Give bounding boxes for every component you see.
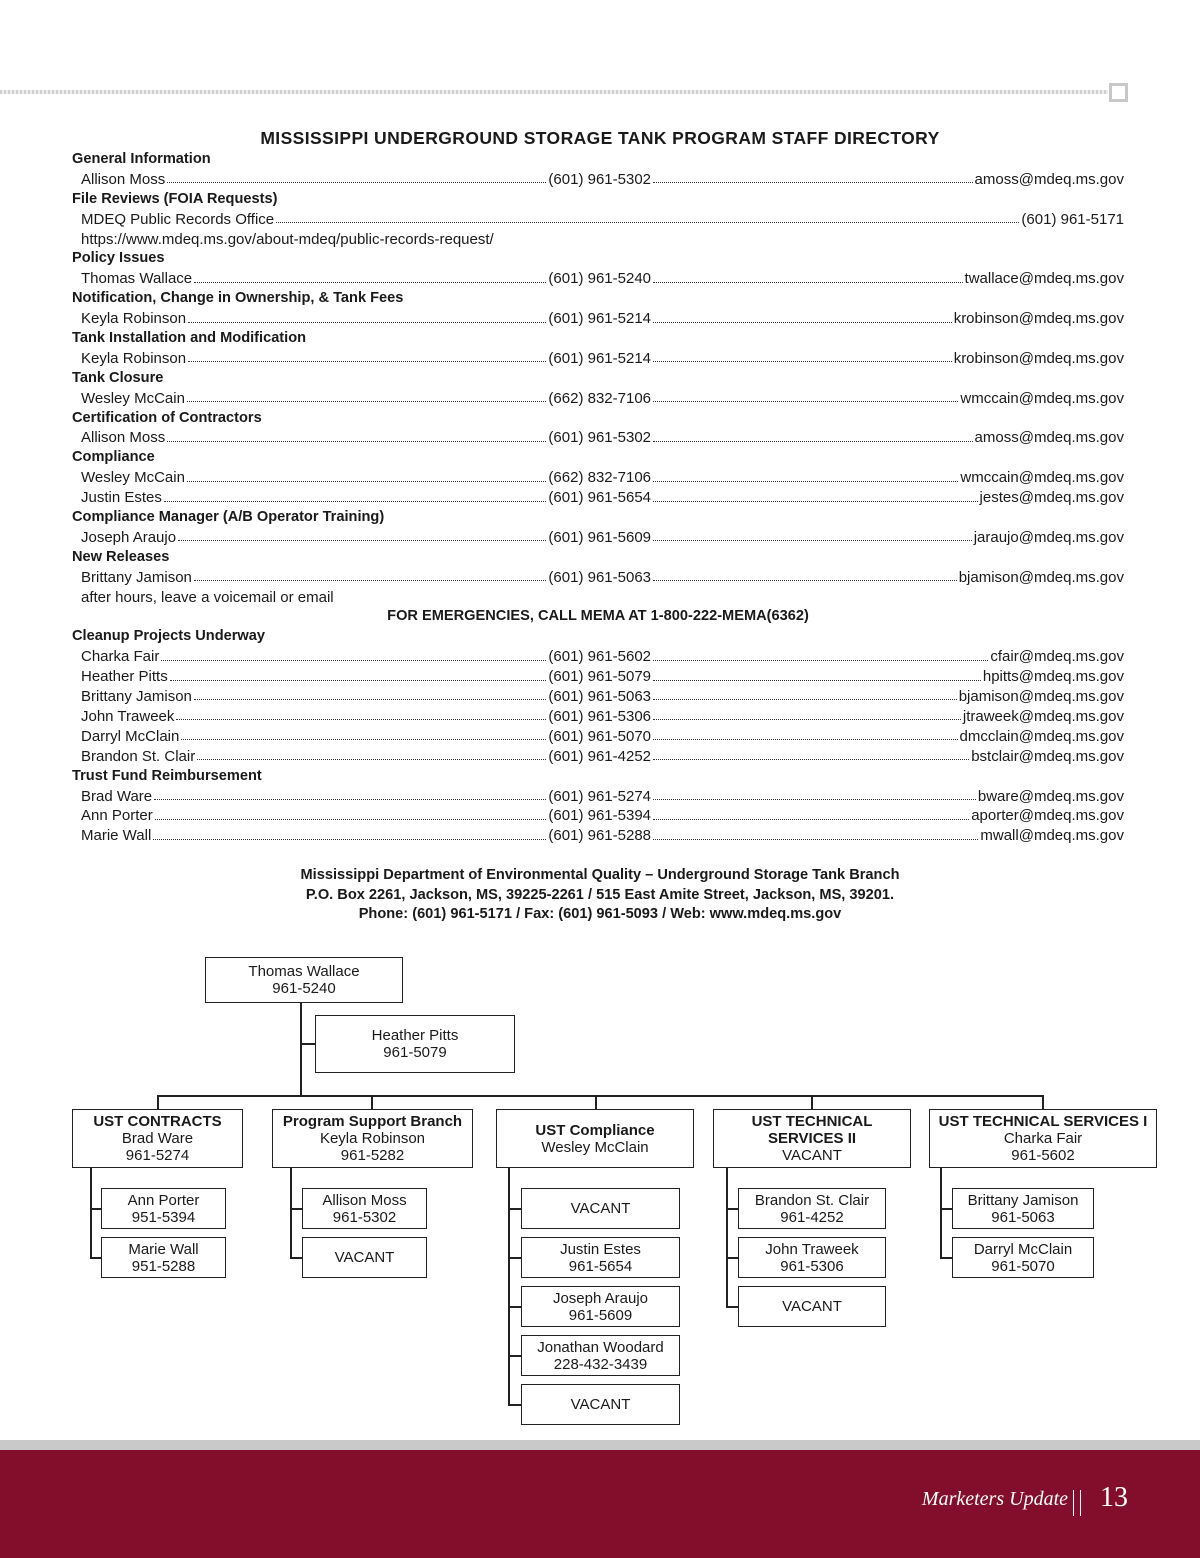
section-heading: Certification of Contractors (72, 409, 262, 426)
branch-title: UST TECHNICAL SERVICES II (751, 1113, 873, 1147)
connector (726, 1208, 738, 1210)
section-heading: Policy Issues (72, 250, 165, 267)
section-heading: New Releases (72, 548, 170, 565)
section-heading: Tank Closure (72, 369, 164, 386)
entry-phone: (601) 961-5302 (548, 170, 651, 188)
staff-name: Brandon St. Clair (754, 1191, 870, 1209)
branch-phone: 961-5602 (1011, 1147, 1075, 1164)
dot-leader (653, 441, 973, 442)
entry-email[interactable]: bjamison@mdeq.ms.gov (958, 688, 1124, 706)
dot-leader (178, 540, 546, 541)
entry-name: MDEQ Public Records Office (81, 210, 275, 228)
entry-phone: (601) 961-5274 (548, 787, 651, 805)
header-square-ornament (1109, 83, 1128, 102)
entry-name: Heather Pitts (81, 668, 168, 686)
address-line-1: Mississippi Department of Environmental Quality – Underground Storage Tank Branch (300, 867, 900, 883)
section-heading: Compliance Manager (A/B Operator Training) (72, 509, 385, 526)
connector (300, 1043, 315, 1045)
entry-email[interactable]: twallace@mdeq.ms.gov (964, 270, 1124, 288)
directory-entry (72, 210, 1124, 230)
connector (371, 1095, 373, 1110)
staff-name: Joseph Araujo (552, 1289, 649, 1307)
dot-leader (167, 182, 546, 183)
directory-entry (72, 349, 1124, 369)
address-line-2: P.O. Box 2261, Jackson, MS, 39225-2261 / 515 East Amite Street, Jackson, MS, 39201. (305, 886, 895, 903)
directory-entry (72, 528, 1124, 548)
directory-entry (72, 269, 1124, 289)
dot-leader (176, 719, 546, 720)
entry-name: Charka Fair (81, 648, 160, 666)
section-heading: Trust Fund Reimbursement (72, 767, 262, 784)
entry-name: Brandon St. Clair (81, 747, 196, 765)
dot-leader (653, 282, 963, 283)
staff-box (302, 1237, 427, 1278)
staff-name: Allison Moss (322, 1191, 407, 1209)
entry-phone: (601) 961-5171 (1021, 210, 1124, 228)
staff-phone: 961-5609 (568, 1306, 633, 1324)
connector (811, 1095, 813, 1110)
branch-box-ust-compliance (496, 1109, 694, 1168)
entry-email[interactable]: bjamison@mdeq.ms.gov (958, 568, 1124, 586)
dot-leader (653, 322, 952, 323)
footer-separator (1073, 1490, 1081, 1516)
directory-entry (72, 787, 1124, 807)
entry-name: Keyla Robinson (81, 310, 187, 328)
staff-box (952, 1188, 1094, 1229)
section-heading: Cleanup Projects Underway (72, 628, 266, 645)
connector (508, 1257, 521, 1259)
connector (940, 1167, 942, 1258)
entry-phone: (601) 961-4252 (548, 747, 651, 765)
staff-box (738, 1188, 886, 1229)
dot-leader (187, 481, 547, 482)
directory-entry (72, 309, 1124, 329)
entry-phone: (601) 961-5306 (548, 707, 651, 725)
branch-title: UST TECHNICAL SERVICES I (938, 1113, 1148, 1130)
staff-name: Ann Porter (127, 1191, 200, 1209)
staff-name: John Traweek (765, 1240, 859, 1258)
staff-name: Brittany Jamison (967, 1191, 1079, 1209)
dot-leader (155, 819, 547, 820)
connector (508, 1306, 521, 1308)
connector (157, 1095, 159, 1110)
connector (508, 1404, 521, 1406)
staff-box (521, 1188, 680, 1229)
branch-box-program-support (272, 1109, 473, 1168)
staff-box (521, 1286, 680, 1327)
staff-phone: 951-5394 (131, 1208, 196, 1226)
staff-phone: 961-4252 (780, 1208, 844, 1226)
connector (508, 1167, 510, 1405)
address-block (0, 866, 1200, 925)
entry-phone: (601) 961-5079 (548, 668, 651, 686)
staff-name: VACANT (334, 1249, 395, 1266)
branch-lead: VACANT (782, 1147, 842, 1164)
staff-phone: 228-432-3439 (553, 1355, 648, 1373)
dot-leader (164, 501, 547, 502)
entry-phone: (601) 961-5070 (548, 727, 651, 745)
entry-name: Keyla Robinson (81, 349, 187, 367)
directory-entry (72, 647, 1124, 667)
branch-box-ust-technical-services-ii (713, 1109, 911, 1168)
dot-leader (276, 222, 1019, 223)
staff-box (521, 1237, 680, 1278)
footer-gray-band (0, 1440, 1200, 1450)
entry-name: Allison Moss (81, 429, 166, 447)
entry-phone: (601) 961-5063 (548, 568, 651, 586)
entry-name: Wesley McCain (81, 389, 185, 407)
dot-leader (653, 839, 978, 840)
entry-name: Marie Wall (81, 827, 152, 845)
entry-phone: (601) 961-5240 (548, 270, 651, 288)
dot-leader (653, 759, 969, 760)
entry-email[interactable]: jtraweek@mdeq.ms.gov (962, 707, 1124, 725)
entry-name: Justin Estes (81, 489, 162, 507)
dot-leader (197, 759, 546, 760)
branch-phone: 961-5274 (125, 1147, 190, 1164)
entry-name: Darryl McClain (81, 727, 180, 745)
staff-phone: 961-5063 (991, 1208, 1055, 1226)
connector (726, 1257, 738, 1259)
section-heading: General Information (72, 151, 211, 167)
entry-name: Ann Porter (81, 807, 153, 825)
entry-email[interactable]: dmcclain@mdeq.ms.gov (959, 727, 1124, 745)
dot-leader (653, 699, 957, 700)
dot-leader (653, 182, 973, 183)
staff-phone: 961-5302 (332, 1208, 397, 1226)
dot-leader (653, 680, 981, 681)
directory-entry (72, 389, 1124, 409)
records-link[interactable]: https://www.mdeq.ms.gov/about-mdeq/public-records-request/ (81, 230, 494, 248)
entry-email[interactable]: bstclair@mdeq.ms.gov (971, 747, 1124, 765)
dot-leader (653, 719, 961, 720)
entry-phone: (601) 961-5288 (548, 827, 651, 845)
dot-leader (653, 481, 958, 482)
directory-entry (72, 707, 1124, 727)
connector (595, 1095, 597, 1110)
entry-phone: (601) 961-5214 (548, 310, 651, 328)
dot-leader (653, 401, 958, 402)
staff-box (302, 1188, 427, 1229)
staff-box (738, 1286, 886, 1327)
staff-box (101, 1188, 226, 1229)
connector (726, 1306, 738, 1308)
entry-name: John Traweek (81, 707, 175, 725)
entry-phone: (601) 961-5214 (548, 349, 651, 367)
branch-lead: Wesley McClain (541, 1138, 649, 1156)
section-heading: Compliance (72, 449, 155, 466)
connector (157, 1095, 1042, 1097)
section-heading: Tank Installation and Modification (72, 330, 307, 347)
staff-box (101, 1237, 226, 1278)
staff-name: Marie Wall (128, 1240, 199, 1258)
header-rule (0, 90, 1108, 94)
dot-leader (653, 580, 957, 581)
org-assistant-box (315, 1015, 515, 1073)
branch-lead: Charka Fair (1003, 1130, 1083, 1147)
dot-leader (188, 322, 546, 323)
dot-leader (653, 501, 978, 502)
entry-name: Brittany Jamison (81, 568, 192, 586)
entry-name: Wesley McCain (81, 469, 185, 487)
branch-title: UST Compliance (535, 1121, 655, 1139)
org-head-box (205, 957, 403, 1003)
dot-leader (194, 282, 546, 283)
entry-email[interactable]: wmccain@mdeq.ms.gov (960, 389, 1124, 407)
directory-entry (72, 806, 1124, 826)
directory-entry (72, 488, 1124, 508)
dot-leader (154, 799, 546, 800)
staff-name: Darryl McClain (973, 1240, 1073, 1258)
dot-leader (187, 401, 547, 402)
dot-leader (167, 441, 546, 442)
entry-name: Allison Moss (81, 170, 166, 188)
page-number: 13 (1100, 1482, 1128, 1513)
entry-name: Joseph Araujo (81, 528, 177, 546)
dot-leader (653, 361, 952, 362)
entry-phone: (601) 961-5654 (548, 489, 651, 507)
directory-entry (72, 667, 1124, 687)
staff-directory (72, 150, 1124, 846)
branch-box-ust-contracts (72, 1109, 243, 1168)
entry-phone: (601) 961-5602 (548, 648, 651, 666)
staff-name: VACANT (570, 1200, 631, 1217)
org-head-phone: 961-5240 (272, 980, 336, 997)
staff-phone: 951-5288 (131, 1257, 196, 1275)
branch-box-ust-technical-services-i (929, 1109, 1157, 1168)
entry-name: Thomas Wallace (81, 270, 193, 288)
branch-lead: Brad Ware (121, 1130, 194, 1147)
staff-name: VACANT (570, 1396, 631, 1413)
entry-email[interactable]: mwall@mdeq.ms.gov (980, 827, 1124, 845)
entry-email[interactable]: amoss@mdeq.ms.gov (974, 429, 1124, 447)
directory-entry (72, 428, 1124, 448)
entry-phone: (601) 961-5609 (548, 528, 651, 546)
dot-leader (153, 839, 546, 840)
entry-email[interactable]: amoss@mdeq.ms.gov (974, 170, 1124, 188)
directory-entry (72, 687, 1124, 707)
dot-leader (653, 799, 976, 800)
connector (300, 1002, 302, 1096)
dot-leader (194, 580, 547, 581)
staff-name: VACANT (782, 1298, 842, 1315)
staff-phone: 961-5070 (991, 1257, 1055, 1275)
entry-name: Brittany Jamison (81, 688, 192, 706)
staff-box (952, 1237, 1094, 1278)
address-line-3: Phone: (601) 961-5171 / Fax: (601) 961-5093 / Web: www.mdeq.ms.gov (358, 906, 842, 922)
branch-phone: 961-5282 (340, 1147, 405, 1164)
entry-email[interactable]: jaraujo@mdeq.ms.gov (973, 528, 1124, 546)
branch-lead: Keyla Robinson (319, 1130, 426, 1147)
branch-title: UST CONTRACTS (93, 1113, 222, 1130)
dot-leader (194, 699, 547, 700)
dot-leader (653, 739, 958, 740)
entry-phone: (662) 832-7106 (548, 389, 651, 407)
connector (508, 1208, 521, 1210)
staff-name: Jonathan Woodard (537, 1338, 664, 1356)
directory-entry (72, 468, 1124, 488)
directory-entry (72, 568, 1124, 588)
emergency-banner: FOR EMERGENCIES, CALL MEMA AT 1-800-222-MEMA(6362) (387, 608, 809, 625)
publication-name: Marketers Update (921, 1488, 1068, 1510)
org-assistant-phone: 961-5079 (383, 1044, 447, 1061)
staff-name: Justin Estes (560, 1240, 641, 1258)
branch-title: Program Support Branch (282, 1113, 463, 1130)
entry-email[interactable]: wmccain@mdeq.ms.gov (960, 469, 1124, 487)
directory-entry (72, 747, 1124, 767)
entry-email[interactable]: krobinson@mdeq.ms.gov (953, 310, 1124, 328)
connector (1042, 1095, 1044, 1110)
directory-entry (72, 170, 1124, 190)
staff-box (738, 1237, 886, 1278)
connector (508, 1355, 521, 1357)
entry-email[interactable]: krobinson@mdeq.ms.gov (953, 349, 1124, 367)
dot-leader (653, 819, 969, 820)
dot-leader (653, 540, 972, 541)
entry-phone: (662) 832-7106 (548, 469, 651, 487)
staff-box (521, 1335, 680, 1376)
org-head-name: Thomas Wallace (248, 963, 360, 980)
dot-leader (161, 660, 546, 661)
org-assistant-name: Heather Pitts (371, 1027, 459, 1044)
entry-phone: (601) 961-5063 (548, 688, 651, 706)
dot-leader (653, 660, 988, 661)
connector (90, 1167, 92, 1258)
page-title: MISSISSIPPI UNDERGROUND STORAGE TANK PROGRAM STAFF DIRECTORY (260, 128, 940, 148)
note-text: after hours, leave a voicemail or email (81, 588, 334, 606)
directory-entry (72, 727, 1124, 747)
staff-box (521, 1384, 680, 1425)
entry-email[interactable]: aporter@mdeq.ms.gov (971, 807, 1124, 825)
entry-name: Brad Ware (81, 787, 153, 805)
entry-phone: (601) 961-5394 (548, 807, 651, 825)
dot-leader (181, 739, 546, 740)
entry-email[interactable]: bware@mdeq.ms.gov (977, 787, 1124, 805)
dot-leader (188, 361, 546, 362)
entry-phone: (601) 961-5302 (548, 429, 651, 447)
section-heading: Notification, Change in Ownership, & Tank Fees (72, 290, 404, 307)
entry-email[interactable]: cfair@mdeq.ms.gov (990, 648, 1124, 666)
dot-leader (170, 680, 547, 681)
section-heading: File Reviews (FOIA Requests) (72, 190, 278, 207)
entry-email[interactable]: jestes@mdeq.ms.gov (979, 489, 1124, 507)
connector (940, 1257, 952, 1259)
entry-email[interactable]: hpitts@mdeq.ms.gov (982, 668, 1124, 686)
connector (940, 1208, 952, 1210)
directory-entry (72, 826, 1124, 846)
connector (726, 1167, 728, 1307)
staff-phone: 961-5306 (780, 1257, 844, 1275)
connector (290, 1167, 292, 1258)
staff-phone: 961-5654 (568, 1257, 633, 1275)
